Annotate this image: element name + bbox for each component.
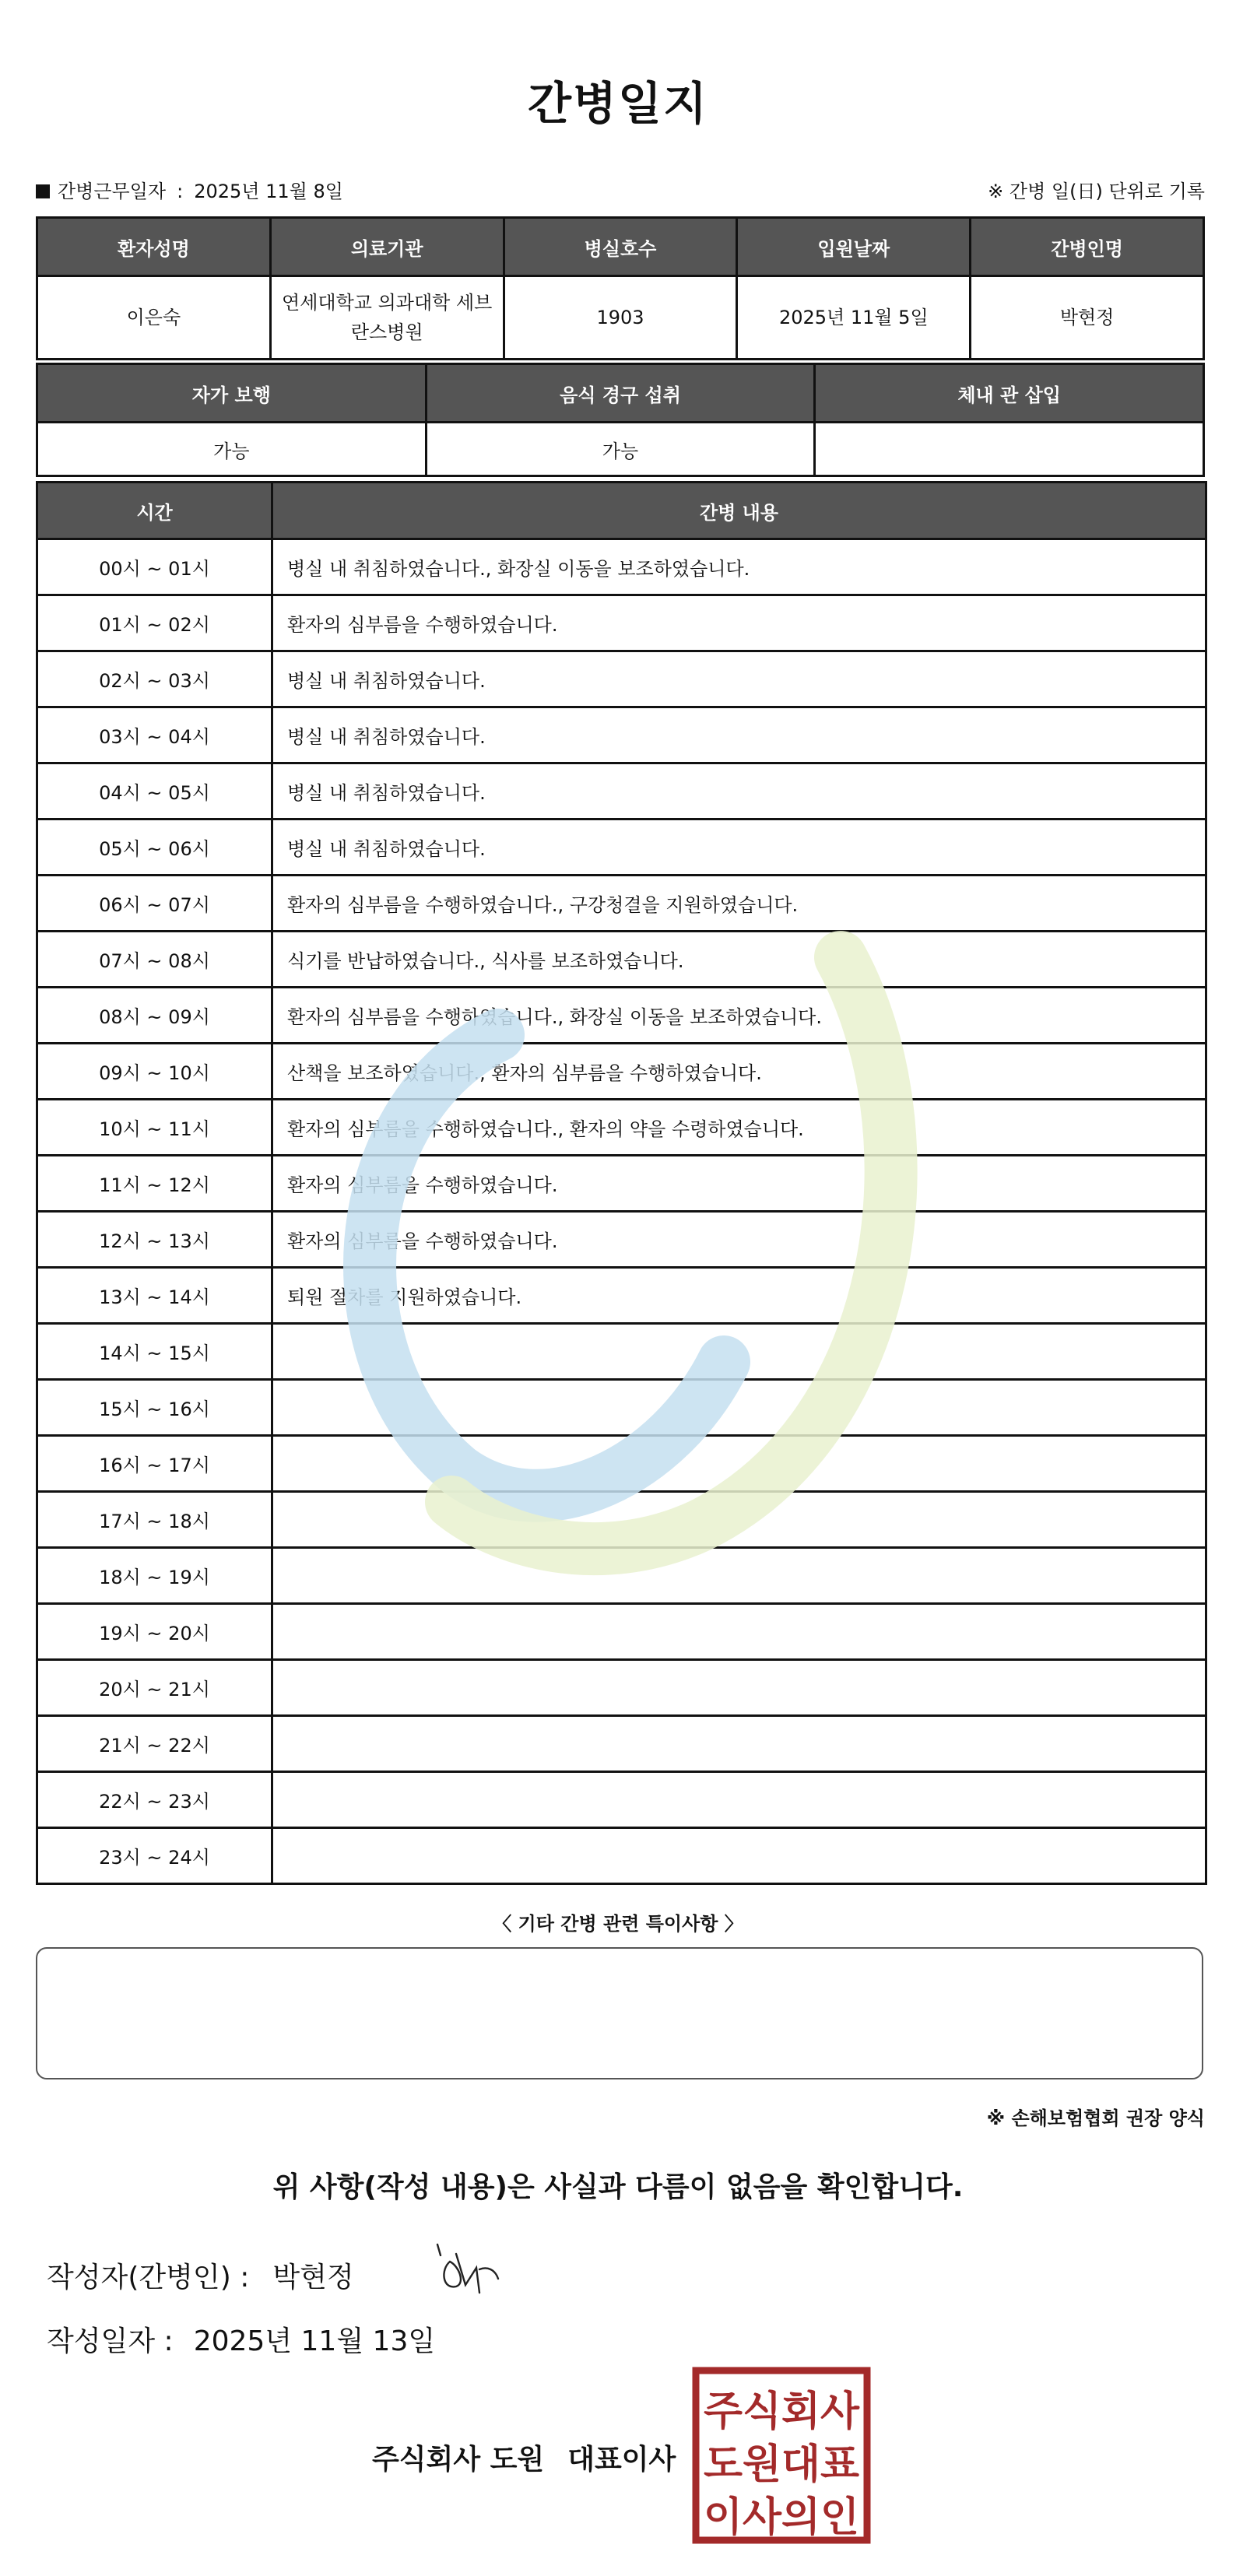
log-time-cell: 11시 ~ 12시 xyxy=(37,1156,272,1212)
company-seal-stamp xyxy=(691,2366,872,2545)
log-row xyxy=(37,595,1206,651)
patient-info-value-row xyxy=(37,276,1204,360)
status-header-row xyxy=(37,364,1204,423)
log-content-cell xyxy=(272,1548,1206,1604)
log-content-cell: 병실 내 취침하였습니다. xyxy=(272,819,1206,876)
representative-title: 대표이사 xyxy=(567,2444,676,2476)
log-time-cell: 09시 ~ 10시 xyxy=(37,1044,272,1100)
log-header-row xyxy=(37,483,1206,539)
log-row xyxy=(37,651,1206,707)
log-time-cell: 23시 ~ 24시 xyxy=(37,1828,272,1884)
handwritten-signature xyxy=(433,2238,503,2297)
patient-name-value: 이은숙 xyxy=(37,276,271,360)
caregiver-name-value: 박현정 xyxy=(971,276,1204,360)
confirmation-statement: 위 사항(작성 내용)은 사실과 다름이 없음을 확인합니다. xyxy=(272,2171,964,2203)
document-title: 간병일지 xyxy=(527,77,709,130)
log-content-cell xyxy=(272,1324,1206,1380)
work-date-separator: : xyxy=(177,181,184,202)
form-source-note: ※ 손해보험협회 권장 양식 xyxy=(986,2107,1205,2129)
log-time-cell: 03시 ~ 04시 xyxy=(37,707,272,763)
status-value-row xyxy=(37,423,1204,476)
log-time-cell: 12시 ~ 13시 xyxy=(37,1212,272,1268)
log-time-cell: 01시 ~ 02시 xyxy=(37,595,272,651)
work-date-line xyxy=(36,176,343,203)
patient-info-table xyxy=(36,216,1205,360)
log-time-cell: 21시 ~ 22시 xyxy=(37,1716,272,1772)
log-row xyxy=(37,1268,1206,1324)
log-row xyxy=(37,1044,1206,1100)
log-row xyxy=(37,763,1206,819)
log-row xyxy=(37,1660,1206,1716)
hourly-care-log-table xyxy=(36,481,1207,1885)
log-row xyxy=(37,1436,1206,1492)
company-line xyxy=(372,2437,676,2477)
writer-line xyxy=(47,2255,354,2295)
log-content-cell xyxy=(272,1716,1206,1772)
log-content-cell: 산책을 보조하였습니다., 환자의 심부름을 수행하였습니다. xyxy=(272,1044,1206,1100)
company-name: 주식회사 도원 xyxy=(372,2444,545,2476)
log-time-cell: 18시 ~ 19시 xyxy=(37,1548,272,1604)
log-time-cell: 15시 ~ 16시 xyxy=(37,1380,272,1436)
log-content-cell xyxy=(272,1604,1206,1660)
log-time-cell: 04시 ~ 05시 xyxy=(37,763,272,819)
patient-status-table xyxy=(36,363,1205,477)
log-content-cell: 병실 내 취침하였습니다. xyxy=(272,707,1206,763)
log-row xyxy=(37,1212,1206,1268)
header-room-number: 병실호수 xyxy=(504,218,737,276)
medical-institution-value: 연세대학교 의과대학 세브란스병원 xyxy=(270,276,504,360)
log-time-cell: 00시 ~ 01시 xyxy=(37,539,272,595)
log-row xyxy=(37,1548,1206,1604)
log-time-cell: 02시 ~ 03시 xyxy=(37,651,272,707)
log-content-cell: 환자의 심부름을 수행하였습니다., 환자의 약을 수령하였습니다. xyxy=(272,1100,1206,1156)
log-content-cell xyxy=(272,1436,1206,1492)
log-content-cell: 환자의 심부름을 수행하였습니다., 화장실 이동을 보조하였습니다. xyxy=(272,988,1206,1044)
log-row xyxy=(37,539,1206,595)
seal-line-1: 주식회사 xyxy=(704,2388,860,2435)
log-time-cell: 13시 ~ 14시 xyxy=(37,1268,272,1324)
log-content-cell: 환자의 심부름을 수행하였습니다. xyxy=(272,1156,1206,1212)
log-content-cell xyxy=(272,1380,1206,1436)
log-content-cell xyxy=(272,1660,1206,1716)
log-row xyxy=(37,1380,1206,1436)
log-content-cell xyxy=(272,1772,1206,1828)
admission-date-value: 2025년 11월 5일 xyxy=(737,276,971,360)
log-content-cell: 식기를 반납하였습니다., 식사를 보조하였습니다. xyxy=(272,932,1206,988)
work-date-value: 2025년 11월 8일 xyxy=(194,181,343,202)
log-time-cell: 14시 ~ 15시 xyxy=(37,1324,272,1380)
work-date-label: 간병근무일자 xyxy=(58,181,167,202)
header-medical-institution: 의료기관 xyxy=(270,218,504,276)
header-caregiver-name: 간병인명 xyxy=(971,218,1204,276)
recording-unit-note: ※ 간병 일(日) 단위로 기록 xyxy=(988,181,1205,202)
header-tube-insertion: 체내 관 삽입 xyxy=(815,364,1204,423)
log-row xyxy=(37,988,1206,1044)
log-content-cell xyxy=(272,1492,1206,1548)
written-date-line xyxy=(47,2319,435,2359)
writer-label: 작성자(간병인) : xyxy=(47,2262,250,2293)
square-bullet-icon xyxy=(36,184,50,198)
log-content-cell: 환자의 심부름을 수행하였습니다. xyxy=(272,1212,1206,1268)
seal-line-2: 도원대표 xyxy=(704,2441,859,2488)
oral-intake-value: 가능 xyxy=(426,423,815,476)
header-patient-name: 환자성명 xyxy=(37,218,271,276)
log-row xyxy=(37,1100,1206,1156)
log-row xyxy=(37,1492,1206,1548)
log-row xyxy=(37,1156,1206,1212)
log-row xyxy=(37,1716,1206,1772)
log-content-cell: 환자의 심부름을 수행하였습니다., 구강청결을 지원하였습니다. xyxy=(272,876,1206,932)
log-time-cell: 22시 ~ 23시 xyxy=(37,1772,272,1828)
log-row xyxy=(37,1828,1206,1884)
log-row xyxy=(37,819,1206,876)
log-body xyxy=(37,539,1206,1884)
writer-name: 박현정 xyxy=(272,2262,354,2293)
log-content-cell: 병실 내 취침하였습니다. xyxy=(272,763,1206,819)
room-number-value: 1903 xyxy=(504,276,737,360)
log-time-cell: 07시 ~ 08시 xyxy=(37,932,272,988)
log-row xyxy=(37,1324,1206,1380)
patient-info-header-row xyxy=(37,218,1204,276)
log-time-cell: 16시 ~ 17시 xyxy=(37,1436,272,1492)
log-time-cell: 19시 ~ 20시 xyxy=(37,1604,272,1660)
log-content-cell: 퇴원 절차를 지원하였습니다. xyxy=(272,1268,1206,1324)
remarks-box xyxy=(36,1947,1203,2079)
header-care-content: 간병 내용 xyxy=(272,483,1206,539)
log-content-cell: 병실 내 취침하였습니다., 화장실 이동을 보조하였습니다. xyxy=(272,539,1206,595)
log-time-cell: 17시 ~ 18시 xyxy=(37,1492,272,1548)
log-content-cell: 병실 내 취침하였습니다. xyxy=(272,651,1206,707)
header-oral-intake: 음식 경구 섭취 xyxy=(426,364,815,423)
written-date-label: 작성일자 : xyxy=(47,2325,174,2357)
log-row xyxy=(37,1604,1206,1660)
written-date-value: 2025년 11월 13일 xyxy=(193,2325,436,2357)
log-time-cell: 20시 ~ 21시 xyxy=(37,1660,272,1716)
header-admission-date: 입원날짜 xyxy=(737,218,971,276)
header-time: 시간 xyxy=(37,483,272,539)
header-self-walking: 자가 보행 xyxy=(37,364,427,423)
remarks-title: 〈 기타 간병 관련 특이사항 〉 xyxy=(493,1913,743,1935)
log-content-cell xyxy=(272,1828,1206,1884)
seal-line-3: 이사의인 xyxy=(704,2494,859,2541)
log-time-cell: 10시 ~ 11시 xyxy=(37,1100,272,1156)
log-row xyxy=(37,1772,1206,1828)
log-time-cell: 06시 ~ 07시 xyxy=(37,876,272,932)
tube-insertion-value xyxy=(815,423,1204,476)
log-time-cell: 08시 ~ 09시 xyxy=(37,988,272,1044)
log-row xyxy=(37,707,1206,763)
log-row xyxy=(37,876,1206,932)
log-time-cell: 05시 ~ 06시 xyxy=(37,819,272,876)
log-content-cell: 환자의 심부름을 수행하였습니다. xyxy=(272,595,1206,651)
self-walking-value: 가능 xyxy=(37,423,427,476)
log-row xyxy=(37,932,1206,988)
